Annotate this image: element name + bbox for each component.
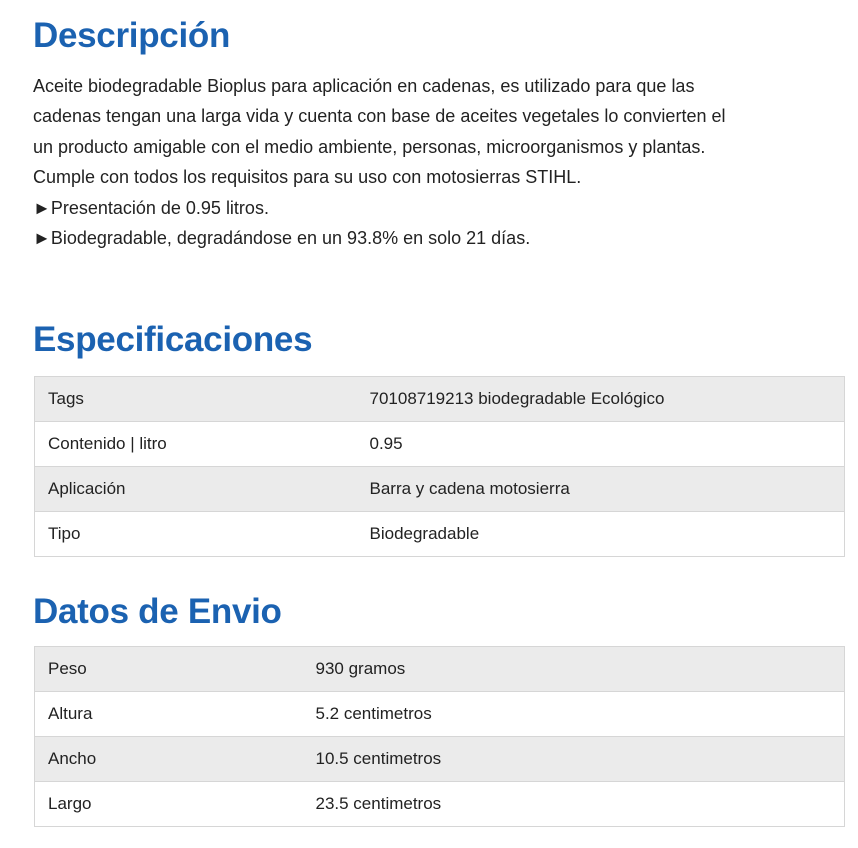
specifications-table: [34, 376, 845, 557]
spec-label: Aplicación: [35, 467, 357, 512]
table-row: [35, 692, 845, 737]
shipping-label: Largo: [35, 782, 303, 827]
table-row: [35, 647, 845, 692]
shipping-heading: Datos de Envio: [33, 592, 282, 631]
spec-value: Biodegradable: [357, 512, 845, 557]
description-line: cadenas tengan una larga vida y cuenta con base de aceites vegetales lo convierten el: [33, 106, 726, 127]
description-body: [33, 71, 833, 253]
shipping-label: Peso: [35, 647, 303, 692]
spec-label: Tipo: [35, 512, 357, 557]
shipping-value: 930 gramos: [303, 647, 845, 692]
shipping-value: 10.5 centimetros: [303, 737, 845, 782]
shipping-table: [34, 646, 845, 827]
table-row: [35, 467, 845, 512]
specifications-heading: Especificaciones: [33, 320, 313, 359]
table-row: [35, 512, 845, 557]
shipping-label: Altura: [35, 692, 303, 737]
spec-label: Contenido | litro: [35, 422, 357, 467]
table-row: [35, 737, 845, 782]
description-line: Cumple con todos los requisitos para su uso con motosierras STIHL.: [33, 167, 582, 188]
spec-value: 70108719213 biodegradable Ecológico: [357, 377, 845, 422]
table-row: [35, 422, 845, 467]
description-line: Aceite biodegradable Bioplus para aplicación en cadenas, es utilizado para que las: [33, 76, 695, 96]
table-row: [35, 377, 845, 422]
shipping-value: 5.2 centimetros: [303, 692, 845, 737]
table-row: [35, 782, 845, 827]
spec-value: 0.95: [357, 422, 845, 467]
description-bullet: ►Biodegradable, degradándose en un 93.8% en solo 21 días.: [33, 228, 531, 249]
shipping-value: 23.5 centimetros: [303, 782, 845, 827]
spec-value: Barra y cadena motosierra: [357, 467, 845, 512]
description-bullet: ►Presentación de 0.95 litros.: [33, 197, 269, 218]
description-heading: Descripción: [33, 16, 231, 55]
spec-label: Tags: [35, 377, 357, 422]
description-line: un producto amigable con el medio ambiente, personas, microorganismos y plantas.: [33, 136, 706, 157]
shipping-label: Ancho: [35, 737, 303, 782]
